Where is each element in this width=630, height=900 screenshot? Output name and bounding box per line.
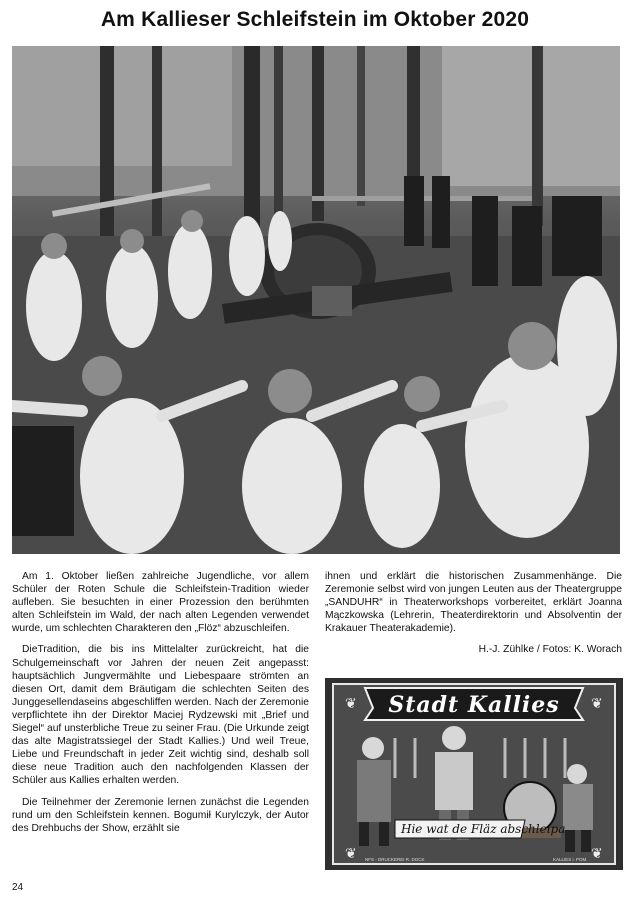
corner-ornament-icon: ❦ [591, 846, 603, 862]
article-headline: Am Kallieser Schleifstein im Oktober 2020 [100, 8, 530, 31]
article-paragraph: DieTradition, die bis ins Mittelalter zurückreicht, hat die Schulgemeinschaft vor Jahren der neuen Zeit angepasst: hauptsächlich Jungvermählte und Liebespaare strömten an diesen Ort, damit dem Bräutigam die schlechten Seiten des Junggesellendaseins abgeschliffen werden. Nach der Zeremonie verpflichtete ihn der Direktor Maciej Rydzewski mit „Brief und Siegel“ auf unsterbliche Treue zu seiner Frau. (Die Urkunde zeigt das alte Magistratssiegel der Stadt Kallies.) Und weil Treue, Liebe und Freundschaft in jeder Zeit wichtig sind, deshalb soll diese neue Tradition auch den nachfolgenden Klassen der Schüler aus Kallies erhalten werden. [12, 644, 309, 787]
page-number: 24 [12, 882, 24, 893]
stadt-kallies-illustration [325, 678, 623, 870]
corner-ornament-icon: ❦ [591, 696, 603, 712]
photo-credit: H.-J. Zühlke / Fotos: K. Worach [478, 644, 622, 656]
article-paragraph: ihnen und erklärt die historischen Zusammenhänge. Die Zeremonie selbst wird von jungen Leuten aus der Theatergruppe „SANDUHR“ in Theaterworkshops vorbereitet, erklärt Joanna Mączkowska (Lehrerin, Theaterdirektorin und Absolventin der Krakauer Theaterakademie). [325, 571, 622, 635]
ceremony-photo [12, 46, 620, 554]
article-paragraph: Die Teilnehmer der Zeremonie lernen zunächst die Legenden rund um den Schleifstein kennen. Bogumił Kurylczyk, der Autor des Drehbuchs der Show, erzählt sie [12, 796, 309, 834]
poster-printer: NFS - DRUCKEREI R. DOCK [365, 857, 425, 862]
corner-ornament-icon: ❦ [345, 846, 357, 862]
article-paragraph: Am 1. Oktober ließen zahlreiche Jugendliche, vor allem Schüler der Roten Schule die Schleifstein-Tradition wieder aufleben. Sie besuchten in einer Prozession den berühmten alten Schleifstein im Wald, der nach alten Legenden verwendet wurde, um schlechten Charakteren den „Flöz“ abzuschleifen. [12, 571, 309, 635]
poster-caption: Hie wat de Fläz abschleipa [401, 822, 566, 836]
article-column-left [12, 570, 309, 843]
article-column-right [325, 570, 622, 665]
poster-banner-text: Stadt Kallies [388, 692, 560, 718]
corner-ornament-icon: ❦ [345, 696, 357, 712]
poster-place: KALLIES i. POM. [553, 857, 588, 862]
